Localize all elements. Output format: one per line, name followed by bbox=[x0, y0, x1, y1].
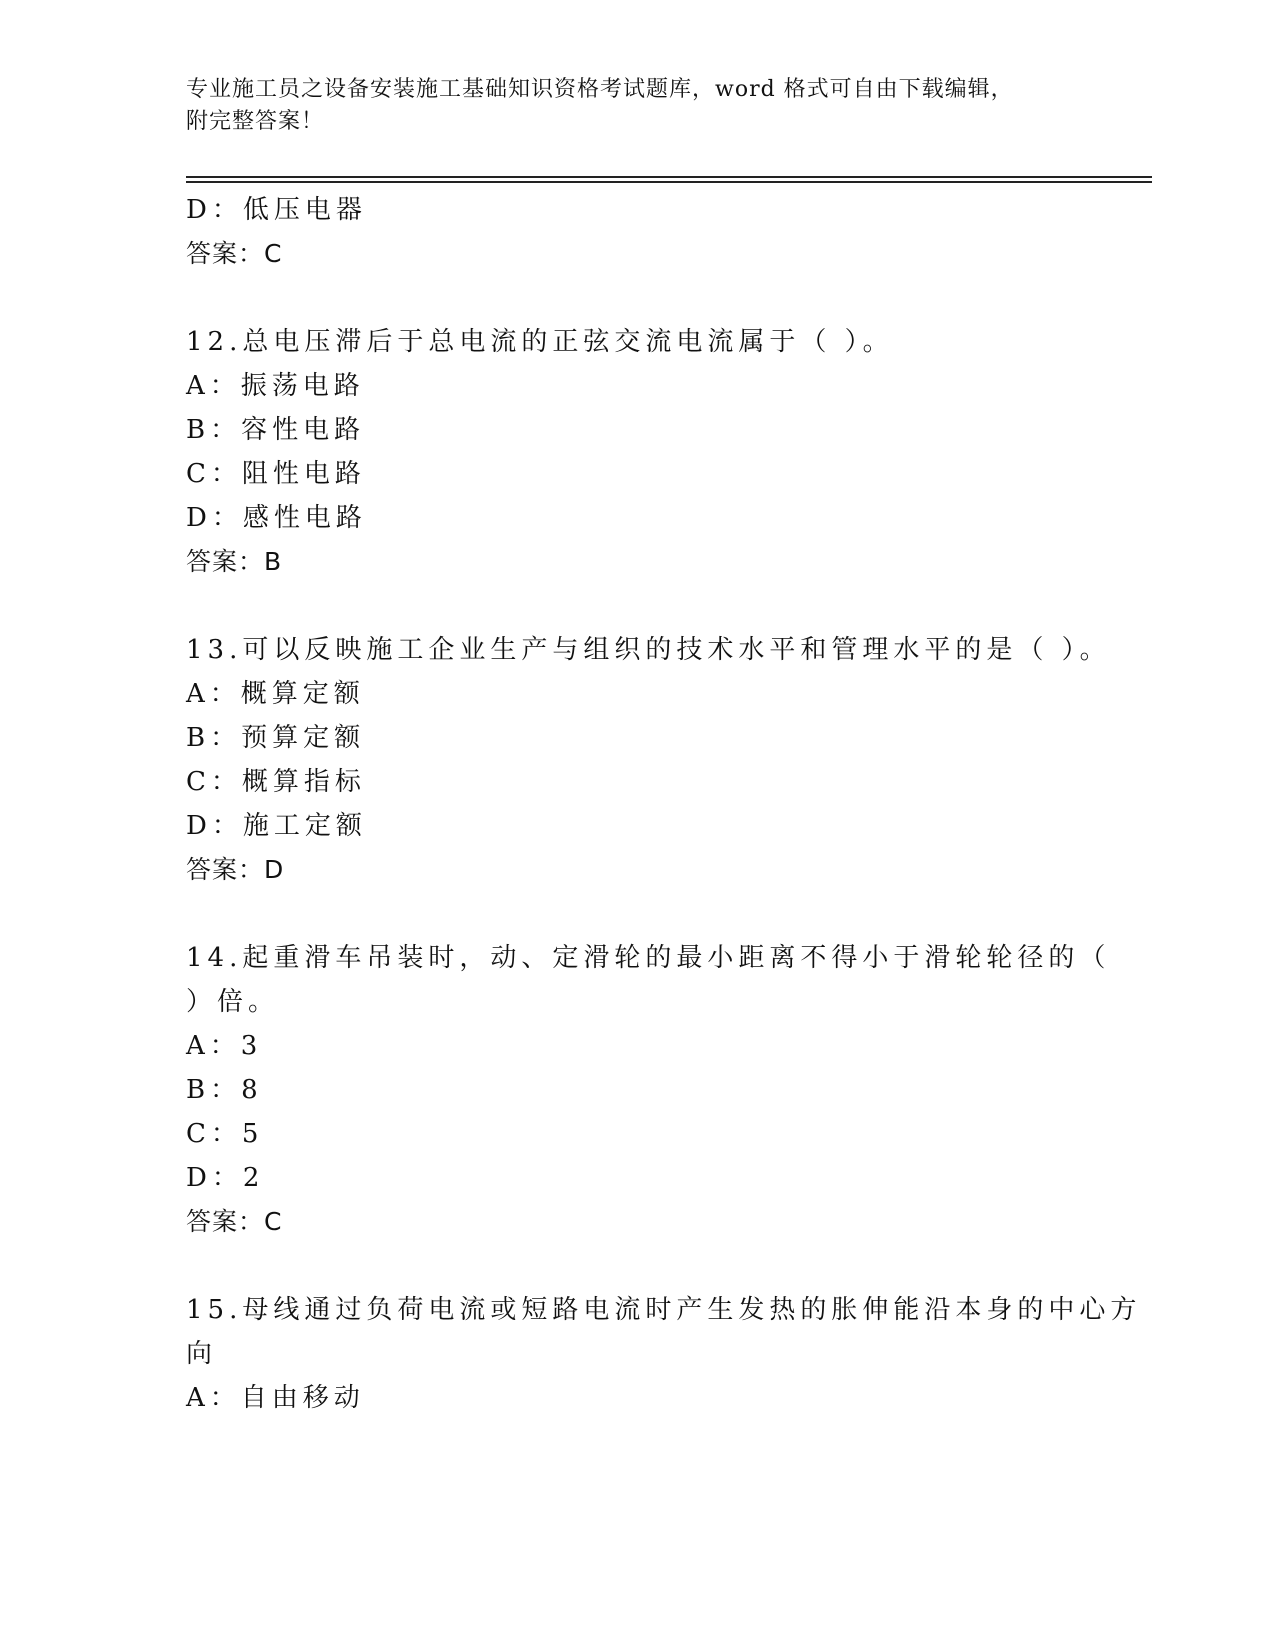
q12-option-a: A：振荡电路 bbox=[186, 371, 365, 401]
q13-option-b: B：预算定额 bbox=[186, 723, 366, 753]
q14-answer: 答案：C bbox=[186, 1207, 283, 1236]
q14-option-d: D：2 bbox=[186, 1163, 265, 1193]
q12-stem: 12.总电压滞后于总电流的正弦交流电流属于（ ）。 bbox=[186, 327, 894, 357]
document-header bbox=[186, 74, 1086, 138]
q12-option-d: D：感性电路 bbox=[186, 503, 367, 533]
q14-option-a: A：3 bbox=[186, 1031, 263, 1061]
q14-option-b: B：8 bbox=[186, 1075, 263, 1105]
q12-option-c: C：阻性电路 bbox=[186, 459, 366, 489]
prev-option-d: D：低压电器 bbox=[186, 195, 367, 225]
q12-option-b: B：容性电路 bbox=[186, 415, 366, 445]
q12-answer: 答案：B bbox=[186, 547, 283, 576]
q13-option-a: A：概算定额 bbox=[186, 679, 365, 709]
header-rule-top bbox=[186, 176, 1152, 178]
header-rule-bottom bbox=[186, 181, 1152, 183]
prev-answer: 答案：C bbox=[186, 239, 283, 268]
q13-stem: 13.可以反映施工企业生产与组织的技术水平和管理水平的是（ ）。 bbox=[186, 635, 1111, 665]
q14-option-c: C：5 bbox=[186, 1119, 264, 1149]
q13-answer: 答案：D bbox=[186, 855, 285, 884]
q13-option-c: C：概算指标 bbox=[186, 767, 366, 797]
q15-option-a: A：自由移动 bbox=[186, 1383, 365, 1413]
q14-stem-line-2: ）倍。 bbox=[186, 987, 280, 1017]
header-line-2: 附完整答案！ bbox=[186, 109, 325, 134]
q14-stem-line-1: 14.起重滑车吊装时，动、定滑轮的最小距离不得小于滑轮轮径的（ bbox=[186, 943, 1111, 973]
q15-stem-line-2: 向 bbox=[186, 1339, 218, 1369]
header-line-1: 专业施工员之设备安装施工基础知识资格考试题库，word 格式可自由下载编辑， bbox=[186, 77, 1014, 102]
q15-stem-line-1: 15.母线通过负荷电流或短路电流时产生发热的胀伸能沿本身的中心方 bbox=[186, 1295, 1142, 1325]
q13-option-d: D：施工定额 bbox=[186, 811, 367, 841]
